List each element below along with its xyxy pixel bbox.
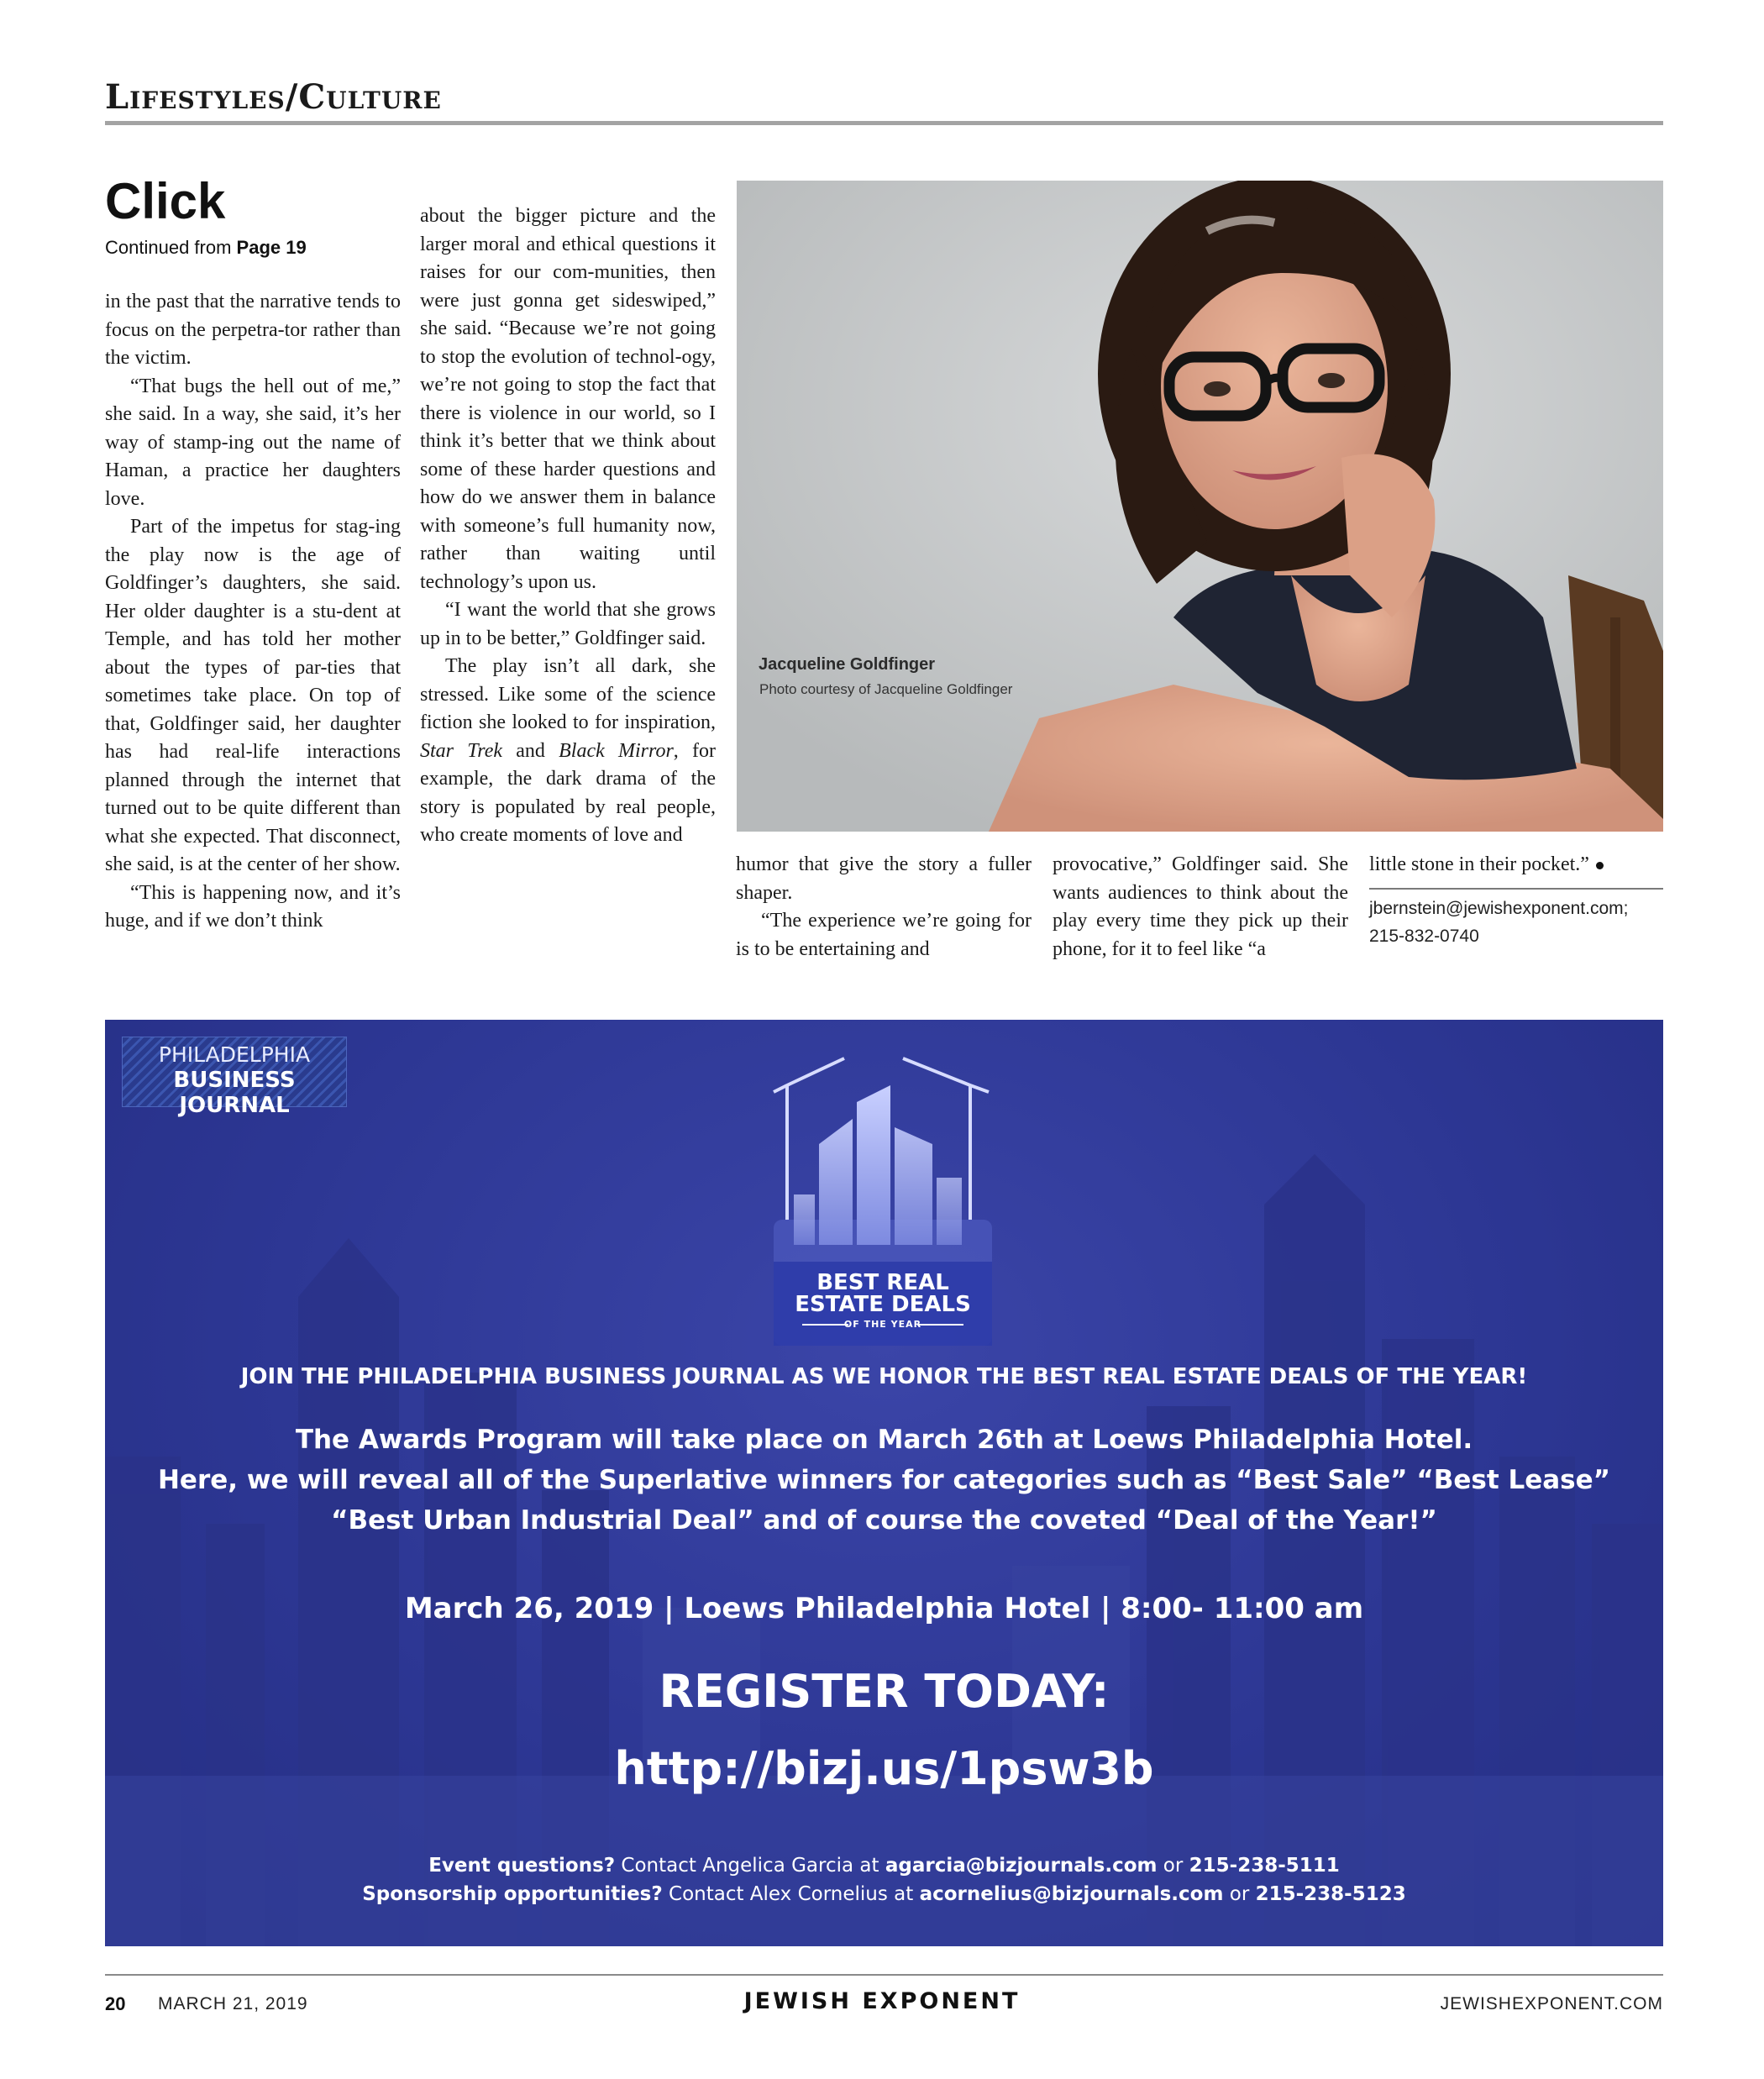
contact-label: Sponsorship opportunities? [362, 1883, 663, 1905]
continued-from [105, 237, 307, 259]
paragraph [420, 653, 716, 850]
contact-sponsorship [105, 1880, 1663, 1908]
masthead: JEWISH EXPONENT [743, 1988, 1021, 2014]
badge-line2: ESTATE DEALS [795, 1292, 971, 1317]
badge-line3: OF THE YEAR [843, 1319, 922, 1330]
article-headline: Click [105, 173, 226, 229]
paragraph: humor that give the story a fuller shaper. [736, 853, 1032, 904]
article-column-5 [1369, 851, 1663, 950]
title-star-trek: Star Trek [420, 739, 503, 762]
contact-phone: 215-238-5123 [1255, 1883, 1406, 1905]
pbj-logo [122, 1037, 347, 1118]
author-email[interactable]: jbernstein@jewishexponent.com; [1369, 898, 1629, 918]
ad-program-text [105, 1420, 1663, 1541]
pbj-logo-line2: BUSINESS JOURNAL [173, 1068, 296, 1118]
program-line: Here, we will reveal all of the Superlative winners for categories such as “Best Sale” “Best Lease” [157, 1465, 1610, 1495]
contact-text: Contact Alex Cornelius at [662, 1883, 920, 1905]
signature-rule [1369, 888, 1663, 890]
text-run: little stone in their pocket.” [1369, 853, 1589, 875]
text-run: , for example, the dark drama of the story is populated by real people, who create moments of love and [420, 739, 717, 846]
continued-prefix: Continued from [105, 237, 232, 258]
section-title: Lifestyles/Culture [105, 77, 442, 117]
ad-contact-info [105, 1851, 1663, 1908]
title-black-mirror: Black Mirror [559, 739, 674, 762]
program-line: The Awards Program will take place on March 26th at Loews Philadelphia Hotel. [295, 1425, 1473, 1455]
issue-date: MARCH 21, 2019 [158, 1994, 308, 2013]
paragraph: “This is happening now, and it’s huge, and if we don’t think [105, 881, 401, 932]
contact-text: Contact Angelica Garcia at [615, 1855, 885, 1877]
page-number: 20 [105, 1993, 126, 2014]
article-column-4 [1053, 851, 1348, 963]
section-rule [105, 121, 1663, 125]
continued-page-link[interactable]: Page 19 [236, 237, 307, 258]
article-column-1 [105, 288, 401, 936]
contact-label: Event questions? [428, 1855, 616, 1877]
portrait-illustration [737, 181, 1663, 832]
paragraph: about the bigger picture and the larger moral and ethical questions it raises for our com-munities, then were just gonna get sideswiped,” she said. “Because we’re not going to stop the evolution of technol-ogy, we’re not going to stop the fact that there is violence in our world, so I think it’s better that we think about some of these harder questions and how do we answer them in balance with someone’s full humanity now, rather than waiting until technology’s upon us. [420, 205, 716, 593]
text-run: and [516, 739, 545, 762]
ad-event-details: March 26, 2019 | Loews Philadelphia Hotel | 8:00- 11:00 am [404, 1592, 1364, 1625]
ad-register-link[interactable]: http://bizj.us/1psw3b [614, 1742, 1154, 1795]
contact-event [105, 1851, 1663, 1880]
photo-caption-credit: Photo courtesy of Jacqueline Goldfinger [759, 681, 1013, 697]
paragraph [1369, 851, 1663, 879]
paragraph: Part of the impetus for stag-ing the play now is the age of Goldfinger’s daughters, she said. Her older daughter is a stu-dent at Temple, and has told her mother about the types of par-ties that sometimes take place. On top of that, Goldfinger said, her daughter has had real-life interactions planned through the internet that turned out to be quite different than what she expected. That disconnect, she said, is at the center of her show. [105, 516, 401, 875]
website-link[interactable]: JEWISHEXPONENT.COM [1440, 1994, 1663, 2013]
ad-register-heading: REGISTER TODAY: [659, 1665, 1110, 1718]
paragraph: provocative,” Goldfinger said. She wants audiences to think about the play every time they pick up their phone, for it to feel like “a [1053, 853, 1348, 960]
contact-email-link[interactable]: acornelius@bizjournals.com [919, 1883, 1224, 1905]
text-run: The play isn’t all dark, she stressed. Like some of the science fiction she looked to for inspiration, [420, 655, 716, 733]
best-deals-badge [769, 1052, 997, 1362]
contact-phone: 215-238-5111 [1189, 1855, 1340, 1877]
contact-or: or [1223, 1883, 1256, 1905]
ad-join-text: JOIN THE PHILADELPHIA BUSINESS JOURNAL AS WE HONOR THE BEST REAL ESTATE DEALS OF THE YEAR! [240, 1364, 1528, 1389]
badge-line1: BEST REAL [816, 1270, 949, 1295]
footer-rule [105, 1974, 1663, 1976]
paragraph: “The experience we’re going for is to be entertaining and [736, 910, 1032, 960]
contact-or: or [1157, 1855, 1189, 1877]
program-line: “Best Urban Industrial Deal” and of course the coveted “Deal of the Year!” [331, 1505, 1437, 1536]
pbj-logo-line1: PHILADELPHIA [158, 1042, 311, 1067]
paragraph: in the past that the narrative tends to focus on the perpetra-tor rather than the victim. [105, 291, 401, 369]
advertisement[interactable] [105, 1020, 1663, 1946]
paragraph: “I want the world that she grows up in to be better,” Goldfinger said. [420, 599, 716, 649]
article-column-3 [736, 851, 1032, 963]
article-column-2 [420, 202, 716, 850]
paragraph: “That bugs the hell out of me,” she said. In a way, she said, it’s her way of stamp-ing out the name of Haman, a practice her daughters love. [105, 375, 401, 510]
end-mark-icon [1596, 862, 1604, 869]
photo-caption-name: Jacqueline Goldfinger [759, 655, 936, 674]
contact-email-link[interactable]: agarcia@bizjournals.com [885, 1855, 1158, 1877]
portrait-photo [737, 181, 1663, 832]
author-phone: 215-832-0740 [1369, 926, 1479, 946]
